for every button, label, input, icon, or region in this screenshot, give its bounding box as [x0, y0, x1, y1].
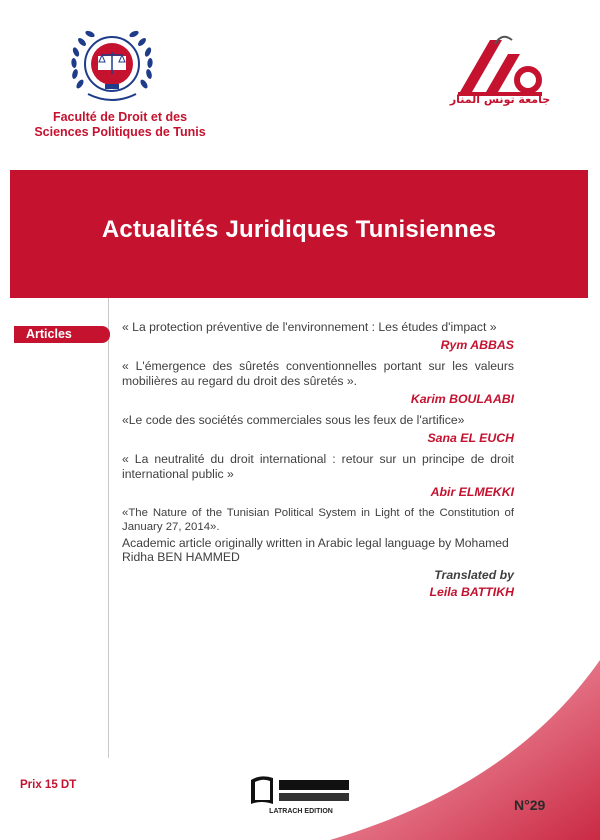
faculty-name-line2: Sciences Politiques de Tunis	[34, 125, 206, 139]
price-label: Prix 15 DT	[20, 779, 77, 791]
translator-name: Leila BATTIKH	[429, 585, 514, 599]
article-title: « La neutralité du droit international : retour sur un principe de droit international public »	[122, 452, 514, 481]
article-item	[122, 359, 514, 407]
article-note: Academic article originally written in Arabic legal language by Mohamed Ridha BEN HAMMED	[122, 536, 509, 564]
translated-by-label: Translated by	[434, 568, 514, 582]
article-title: « L'émergence des sûretés conventionnelles portant sur les valeurs mobilières au regard du droit des sûretés ».	[122, 359, 514, 388]
article-list	[122, 320, 514, 606]
article-author: Karim BOULAABI	[410, 392, 514, 406]
issue-number: N°29	[514, 797, 546, 813]
article-title: « La protection préventive de l'environnement : Les études d'impact »	[122, 320, 497, 334]
article-title: «The Nature of the Tunisian Political System in Light of the Constitution of January 27, 2014».	[122, 507, 514, 533]
faculty-name-line1: Faculté de Droit et des	[52, 110, 188, 124]
article-title: «Le code des sociétés commerciales sous les feux de l'artifice»	[122, 413, 465, 427]
article-item	[122, 320, 514, 353]
faculty-name	[20, 110, 220, 140]
faculty-logo-icon	[62, 22, 162, 108]
articles-section-label: Articles	[14, 326, 110, 343]
article-author: Abir ELMEKKI	[430, 485, 514, 499]
article-item	[122, 413, 514, 446]
vertical-divider	[108, 298, 109, 758]
article-author: Sana EL EUCH	[427, 431, 514, 445]
article-item	[122, 452, 514, 500]
article-author: Rym ABBAS	[440, 338, 514, 352]
publisher-name: LATRACH EDITION	[269, 808, 333, 815]
journal-title: Actualités Juridiques Tunisiennes	[101, 216, 497, 243]
title-banner	[10, 170, 588, 298]
university-name: جامعة تونس المنار	[449, 93, 551, 106]
translated-article-item	[122, 506, 514, 600]
